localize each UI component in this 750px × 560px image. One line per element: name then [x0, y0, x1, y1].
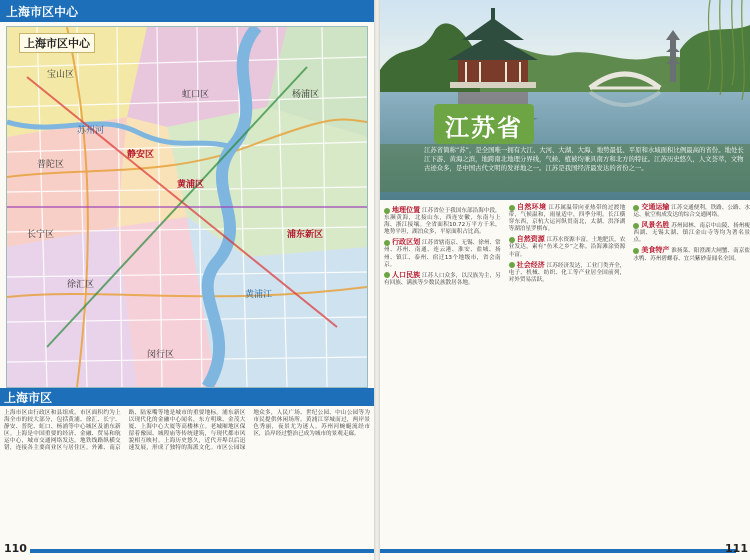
bullet-icon	[384, 240, 390, 246]
map-label: 普陀区	[37, 160, 65, 170]
map-label: 宝山区	[47, 70, 75, 80]
section-text: 淮扬菜、阳澄湖大闸蟹、南京盐水鸭、苏州碧螺春、宜兴紫砂壶闻名全国。	[633, 248, 750, 262]
section-economy	[509, 262, 626, 284]
map-title: 上海市区中心	[19, 33, 95, 53]
page-number-left: 110	[4, 542, 27, 555]
map-label: 黄浦区	[177, 180, 205, 190]
section-head: 自然资源	[516, 235, 545, 244]
city-map-graphic	[7, 27, 367, 387]
map-label: 徐汇区	[67, 280, 95, 290]
left-header-title: 上海市区中心	[6, 5, 79, 19]
map-label: 长宁区	[27, 230, 55, 240]
bullet-icon	[384, 272, 390, 278]
left-page-header	[0, 0, 374, 22]
map-label: 黄浦江	[245, 290, 273, 300]
intro-text: 江苏省简称“苏”，是全国唯一拥有大江、大河、大湖、大海、地势最低、平原和水域面积比例最高的省份。地处长江下游、黄海之滨，地跨南北地理分界线，气候、植被均兼具南方和北方的特征。江苏历史悠久，人文荟萃，文物古迹众多，是中国古代文明的发祥地之一。江苏是我国经济最发达的省份之一。	[424, 146, 744, 172]
section-head: 地理位置	[392, 206, 421, 214]
footer-bar	[30, 549, 374, 553]
left-body-text: 上海市区由行政区和县组成。市区面积约为上海全市的较大部分，包括黄浦、徐汇、长宁、静安、普陀、虹口、杨浦等中心城区及浦东新区。上海是中国重要的经济、金融、贸易和航运中心，城市交通网络发达，地铁线路纵横交错，连接各主要商业区与居住区。外滩、南京路、陆家嘴等地是城市的重要地标。浦东新区以现代化的金融中心闻名，东方明珠、金茂大厦、上海中心大厦等高楼林立。老城厢地区保留着豫园、城隍庙等传统建筑，与现代都市风貌相互映衬。上海历史悠久，近代开埠以后迅速发展，形成了独特的海派文化。市区公园绿地众多，人民广场、世纪公园、中山公园等为市民提供休闲场所。黄浦江穿城而过，两岸景色秀丽，夜景尤为迷人。苏州河蜿蜒流经市区，沿岸经过整治已成为城市的景观走廊。	[4, 410, 370, 452]
section-geography	[384, 207, 501, 236]
city-map	[6, 26, 368, 388]
bullet-icon	[509, 237, 515, 243]
map-label: 苏州河	[77, 126, 105, 136]
section-scenic	[633, 222, 750, 244]
page-number-right: 111	[725, 542, 748, 555]
right-footer	[380, 540, 750, 560]
bullet-icon	[633, 205, 639, 211]
left-footer	[0, 540, 374, 560]
map-label: 杨浦区	[292, 90, 320, 100]
left-page	[0, 0, 374, 560]
section-head: 人口民族	[392, 270, 421, 279]
section-food	[633, 247, 750, 262]
section-text: 江苏省辖南京、无锡、徐州、常州、苏州、南通、连云港、淮安、盐城、扬州、镇江、泰州、宿迁13个地级市，省会南京。	[384, 240, 501, 268]
footer-bar	[380, 549, 736, 553]
bullet-icon	[509, 205, 515, 211]
province-title: 江苏省	[445, 113, 523, 142]
section-admin	[384, 239, 501, 268]
left-section-header	[0, 388, 374, 406]
section-transport	[633, 204, 750, 219]
right-page	[380, 0, 750, 560]
section-head: 社会经济	[516, 260, 545, 269]
section-population	[384, 272, 501, 287]
bullet-icon	[633, 223, 639, 229]
right-body-text	[384, 204, 750, 534]
map-label: 闵行区	[147, 350, 175, 360]
section-head: 交通运输	[641, 203, 670, 211]
section-head: 行政区划	[392, 238, 421, 247]
section-head: 自然环境	[516, 203, 547, 211]
map-label: 静安区	[127, 150, 155, 160]
map-label: 浦东新区	[287, 230, 324, 240]
section-text: 江苏人口众多，以汉族为主，另有回族、满族等少数民族散居各地。	[384, 272, 501, 286]
section-resources	[509, 236, 626, 258]
section-text: 江苏省位于我国东部沿海中段，东濒黄海，北接山东，西连安徽，东南与上海、浙江接壤。全省面积10.72万平方千米，地势平坦，湖泊众多，平原面积占比高。	[384, 208, 501, 236]
section-text: 江苏水资源丰富，土地肥沃，农业发达，素有“鱼米之乡”之称。沿海滩涂资源丰富。	[508, 237, 626, 258]
section-text: 江苏属温带向亚热带的过渡地带，气候温和，雨量适中，四季分明。长江横穿东西，京杭大运河纵贯南北，太湖、洪泽湖等湖泊星罗棋布。	[508, 205, 626, 233]
bullet-icon	[633, 248, 639, 254]
section-environment	[509, 204, 626, 233]
bullet-icon	[384, 208, 390, 214]
section-head: 美食特产	[641, 246, 670, 255]
section-text: 江苏交通便利，铁路、公路、水运、航空构成发达的综合交通网络。	[633, 205, 750, 219]
left-section-title: 上海市区	[4, 391, 53, 405]
section-head: 风景名胜	[641, 221, 670, 230]
province-title-badge	[434, 104, 534, 144]
bullet-icon	[509, 262, 515, 268]
section-text: 苏州园林、南京中山陵、扬州瘦西湖、无锡太湖、镇江金山寺等均为著名景点。	[633, 223, 750, 244]
section-text: 江苏经济发达，工业门类齐全，电子、机械、纺织、化工等产业居全国前列，对外贸易活跃。	[508, 262, 626, 283]
map-label: 虹口区	[182, 90, 210, 100]
